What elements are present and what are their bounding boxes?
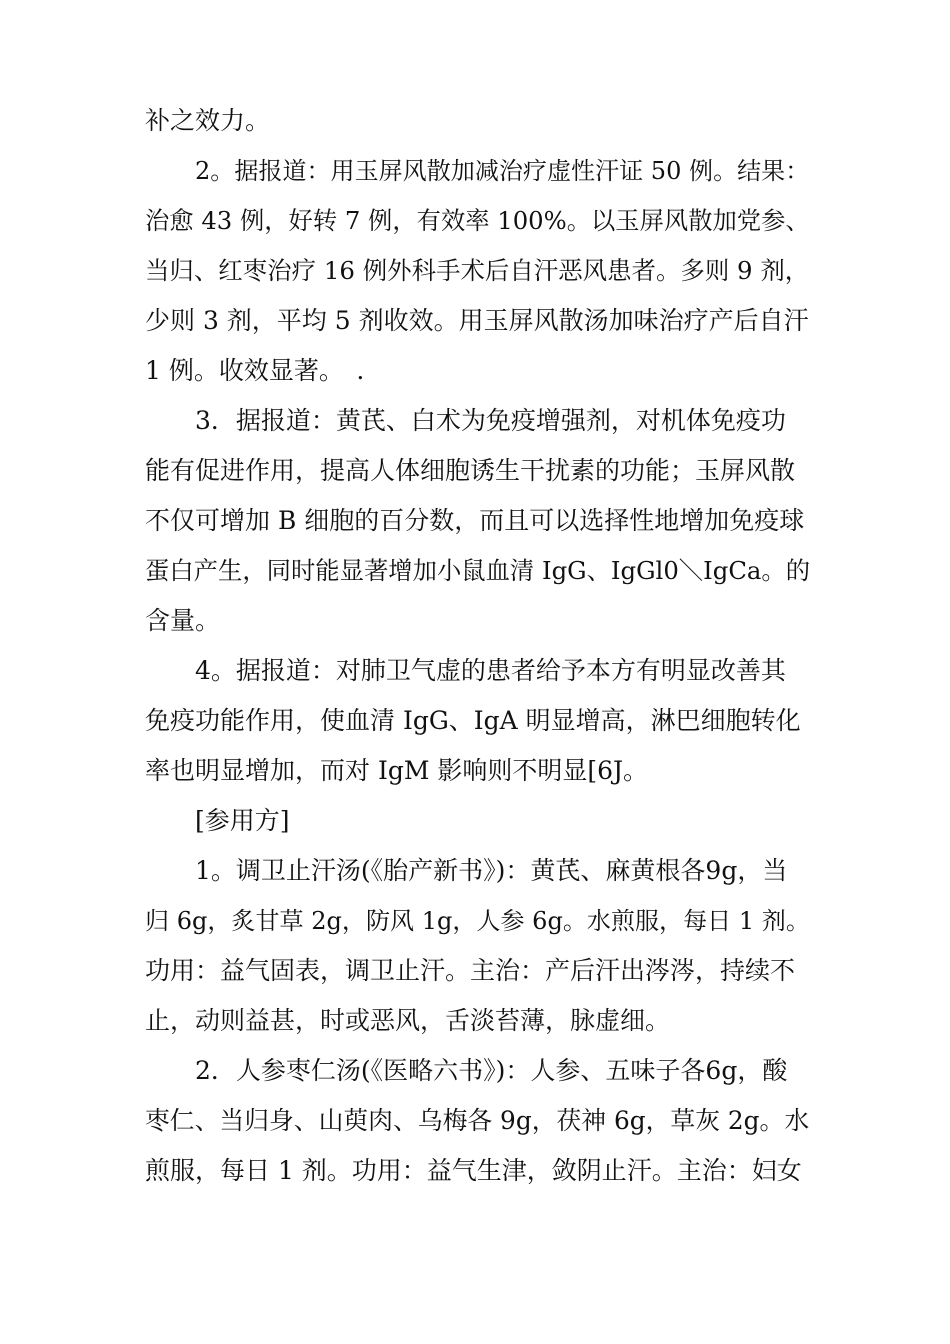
text-line: 止，动则益甚，时或恶风，舌淡苔薄，脉虚细。 <box>145 1006 671 1035</box>
text-line: 含量。 <box>145 606 221 635</box>
section-heading: [参用方] <box>195 806 290 835</box>
text-line: 4。据报道：对肺卫气虚的患者给予本方有明显改善其 <box>195 656 786 685</box>
text-line: 能有促进作用，提高人体细胞诱生干扰素的功能；玉屏风散 <box>145 456 796 485</box>
text-line: 补之效力。 <box>145 106 271 135</box>
text-line: 枣仁、当归身、山萸肉、乌梅各 9g，茯神 6g，草灰 2g。水 <box>145 1106 810 1135</box>
text-line: 归 6g，炙甘草 2g，防风 1g，人参 6g。水煎服，每日 1 剂。 <box>145 907 810 935</box>
text-line: 煎服，每日 1 剂。功用：益气生津，敛阴止汗。主治：妇女 <box>145 1156 802 1185</box>
text-line: 率也明显增加，而对 IgM 影响则不明显[6J。 <box>145 756 649 785</box>
text-line: 功用：益气固表，调卫止汗。主治：产后汗出涔涔，持续不 <box>145 956 796 985</box>
text-line: 2．人参枣仁汤(《医略六书》)：人参、五味子各6g，酸 <box>195 1056 788 1085</box>
document-body <box>145 96 810 1196</box>
text-line: 3．据报道：黄芪、白术为免疫增强剂，对机体免疫功 <box>195 406 786 435</box>
text-line: 蛋白产生，同时能显著增加小鼠血清 IgG、IgGl0＼IgCa。的 <box>145 556 811 585</box>
text-line: 免疫功能作用，使血清 IgG、IgA 明显增高，淋巴细胞转化 <box>145 706 801 735</box>
text-line: 治愈 43 例，好转 7 例，有效率 100%。以玉屏风散加党参、 <box>145 206 810 235</box>
text-line: 少则 3 剂，平均 5 剂收效。用玉屏风散汤加味治疗产后自汗 <box>145 306 809 335</box>
text-line: 不仅可增加 B 细胞的百分数，而且可以选择性地增加免疫球 <box>145 506 805 535</box>
text-line: 当归、红枣治疗 16 例外科手术后自汗恶风患者。多则 9 剂， <box>145 256 810 285</box>
text-line: 1。调卫止汗汤(《胎产新书》)：黄芪、麻黄根各9g，当 <box>195 856 788 885</box>
text-line: 2。据报道：用玉屏风散加减治疗虚性汗证 50 例。结果： <box>195 157 810 185</box>
text-line: 1 例。收效显著。 . <box>145 356 365 385</box>
